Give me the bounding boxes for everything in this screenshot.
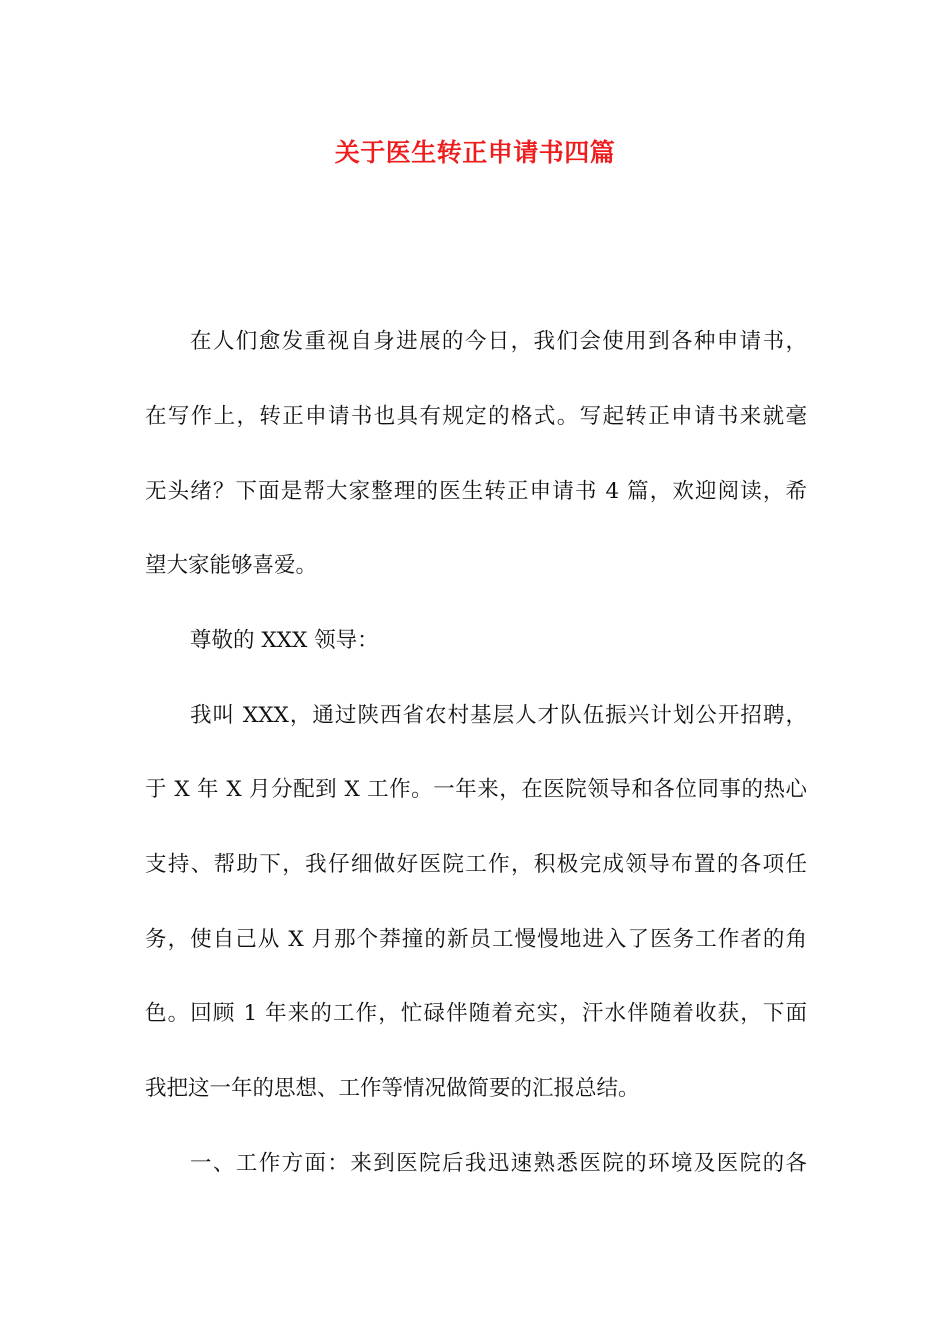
body-line-10: 色。回顾 1 年来的工作，忙碌伴随着充实，汗水伴随着收获，下面: [145, 1001, 807, 1026]
body-line-2: 在写作上，转正申请书也具有规定的格式。写起转正申请书来就毫: [145, 404, 807, 429]
body-line-4: 望大家能够喜爱。: [145, 553, 318, 578]
document-title: 关于医生转正申请书四篇: [334, 138, 616, 167]
salutation-line: 尊敬的 XXX 领导：: [190, 628, 379, 653]
body-line-9: 务，使自己从 X 月那个莽撞的新员工慢慢地进入了医务工作者的角: [145, 927, 807, 952]
body-line-8: 支持、帮助下，我仔细做好医院工作，积极完成领导布置的各项任: [145, 852, 807, 877]
body-line-12: 一、工作方面：来到医院后我迅速熟悉医院的环境及医院的各: [190, 1151, 807, 1176]
body-line-6: 我叫 XXX，通过陕西省农村基层人才队伍振兴计划公开招聘，: [190, 703, 807, 728]
body-line-11: 我把这一年的思想、工作等情况做简要的汇报总结。: [145, 1076, 640, 1101]
body-line-3: 无头绪？下面是帮大家整理的医生转正申请书 4 篇，欢迎阅读，希: [145, 479, 807, 504]
body-line-1: 在人们愈发重视自身进展的今日，我们会使用到各种申请书，: [190, 329, 807, 354]
body-line-7: 于 X 年 X 月分配到 X 工作。一年来，在医院领导和各位同事的热心: [145, 777, 807, 802]
